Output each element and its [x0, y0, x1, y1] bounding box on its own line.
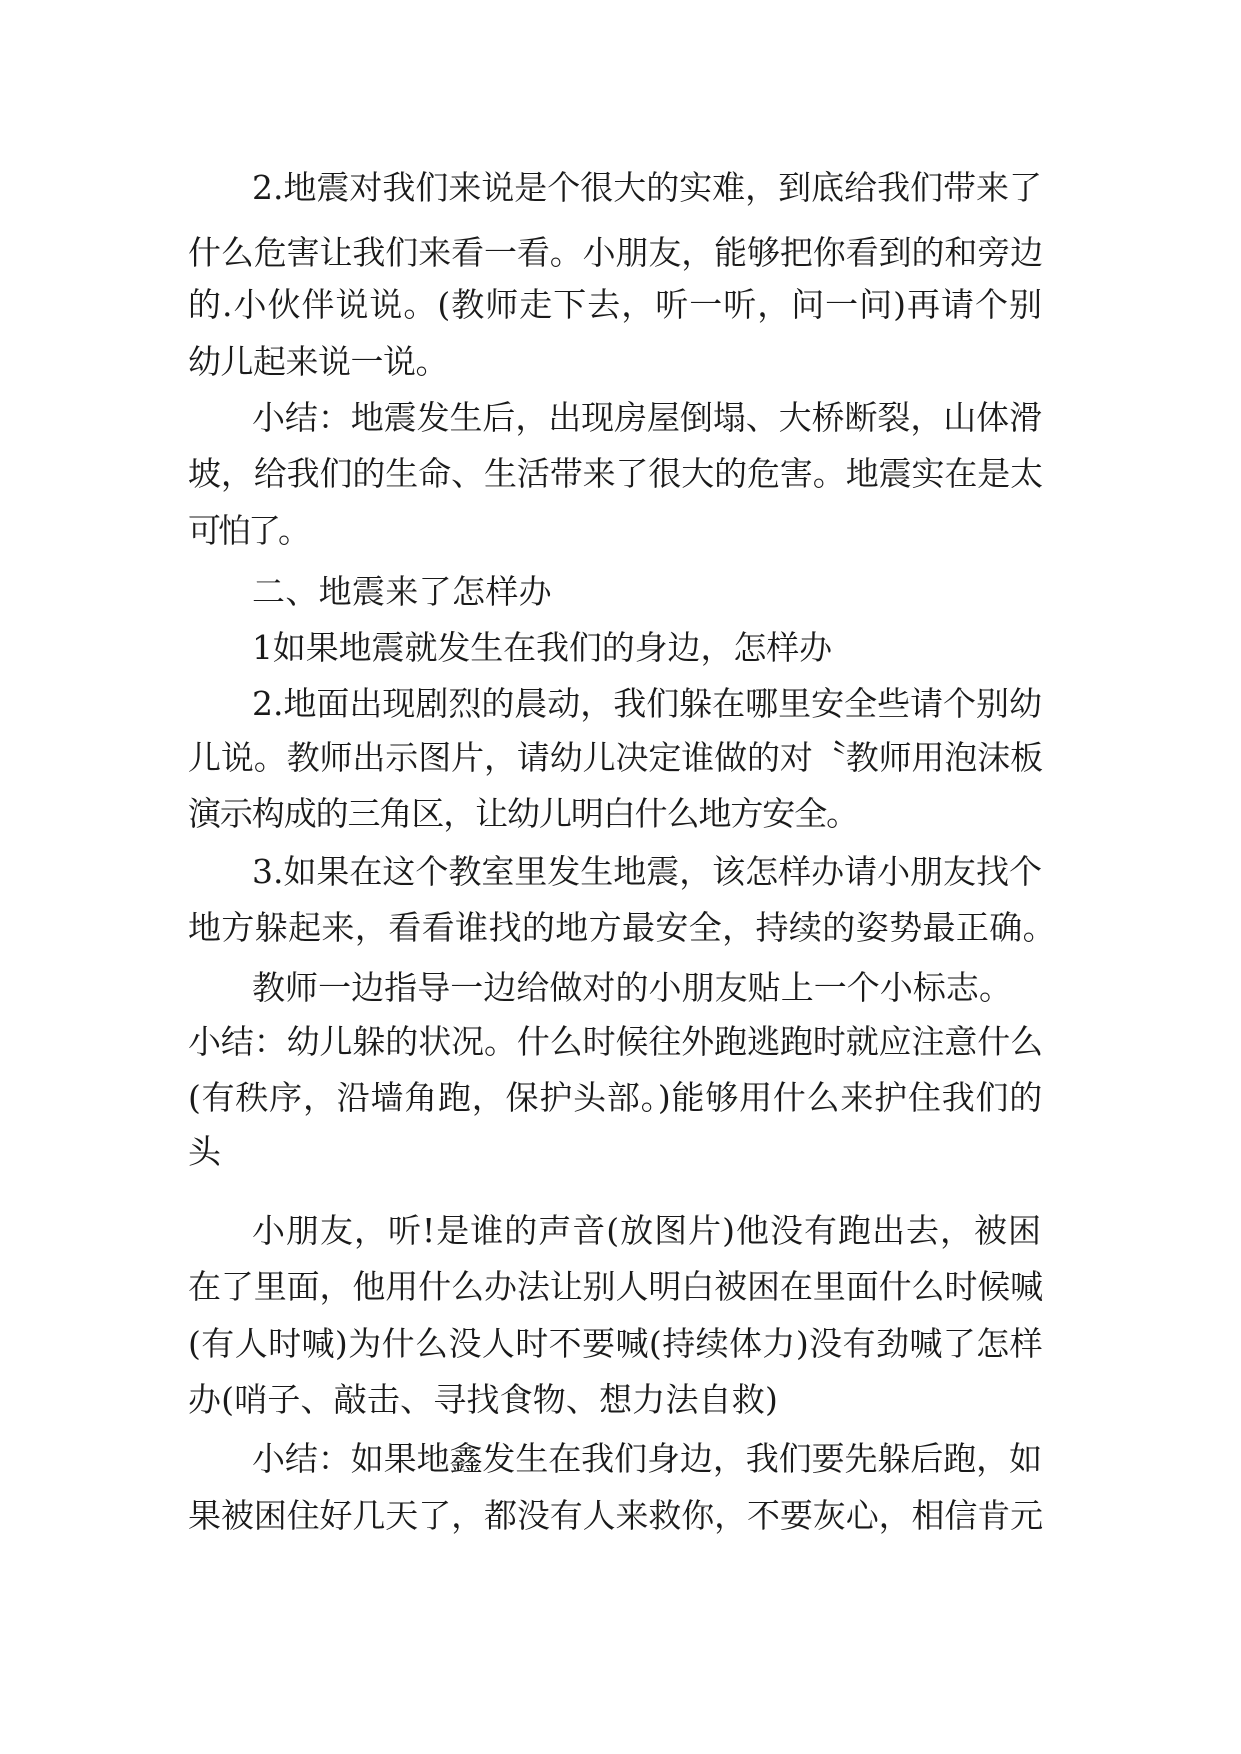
text-line: 教师一边指导一边给做对的小朋友贴上一个小标志。 [252, 968, 1012, 1007]
text-line: 小结：如果地鑫发生在我们身边，我们要先躲后跑，如 [252, 1439, 1043, 1478]
text-line: 小结：地震发生后，出现房屋倒塌、大桥断裂，山体滑 [252, 398, 1043, 437]
text-line: 儿说。教师出示图片，请幼儿决定谁做的对〝教师用泡沫板 [188, 738, 1044, 777]
text-line: 什么危害让我们来看一看。小朋友，能够把你看到的和旁边 [188, 233, 1044, 272]
text-line: 1如果地震就发生在我们的身边，怎样办 [252, 628, 832, 667]
text-line: (有人时喊)为什么没人时不要喊(持续体力)没有劲喊了怎样 [188, 1324, 1043, 1363]
text-line: (有秩序，沿墙角跑，保护头部。)能够用什么来护住我们的 [188, 1078, 1043, 1117]
text-line: 坡，给我们的生命、生活带来了很大的危害。地震实在是太 [188, 454, 1044, 493]
text-line: 地方躲起来，看看谁找的地方最安全，持续的姿势最正确。 [188, 908, 1056, 947]
text-line: 2.地面出现剧烈的晨动，我们躲在哪里安全些请个别幼 [252, 684, 1042, 723]
text-line: 幼儿起来说一说。 [188, 342, 448, 381]
text-line: 果被困住好几天了，都没有人来救你，不要灰心，相信肯元 [188, 1496, 1044, 1535]
text-line: 3.如果在这个教室里发生地震，该怎样办请小朋友找个 [252, 852, 1042, 891]
text-line: 2.地震对我们来说是个很大的实难，到底给我们带来了 [252, 168, 1042, 207]
text-line: 演示构成的三角区，让幼儿明白什么地方安全。 [188, 794, 859, 833]
text-line: 头 [188, 1132, 221, 1171]
text-line: 小结：幼儿躲的状况。什么时候往外跑逃跑时就应注意什么 [188, 1022, 1044, 1061]
section-heading: 二、地震来了怎样办 [252, 572, 552, 611]
text-line: 在了里面，他用什么办法让别人明白被困在里面什么时候喊 [188, 1267, 1044, 1306]
text-line: 可怕了。 [188, 511, 308, 550]
text-line: 小朋友，听!是谁的声音(放图片)他没有跑出去，被困 [252, 1211, 1042, 1250]
text-line: 的.小伙伴说说。(教师走下去，听一听，问一问)再请个别 [188, 285, 1043, 324]
text-line: 办(哨子、敲击、寻找食物、想力法自救) [188, 1380, 778, 1419]
